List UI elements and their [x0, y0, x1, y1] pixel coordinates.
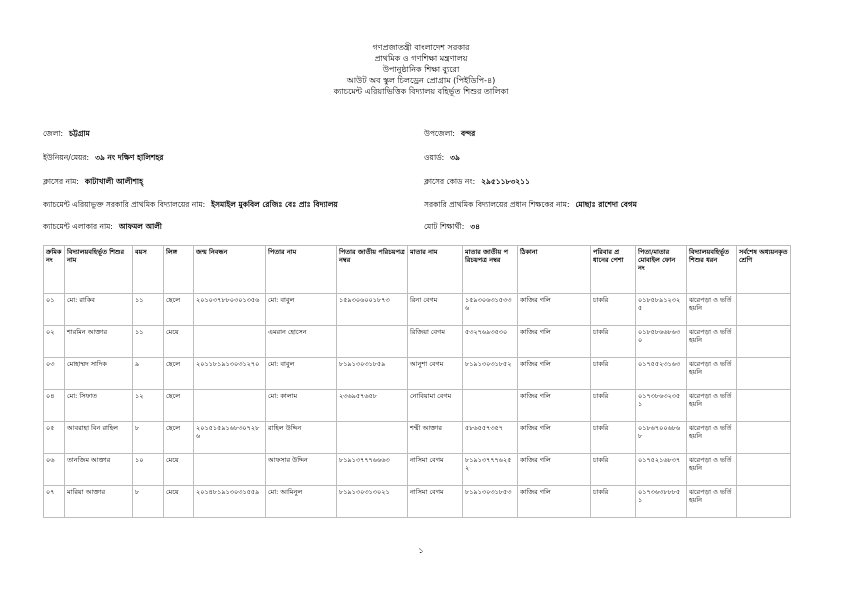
cell-mobile: ০১৭৩৮৬৩২৩৫১	[636, 390, 687, 422]
cell-mother-name: নাসিমা বেগম	[408, 486, 463, 518]
cell-age: ১২	[133, 390, 164, 422]
cell-father-nid: ১৫৯৩০৬০০১৮৭৩	[337, 294, 408, 326]
cell-occupation: চাকরি	[591, 422, 636, 454]
bureau-title: উপানুষ্ঠানিক শিক্ষা ব্যুরো	[382, 65, 460, 74]
cell-mother-nid: ৫৩২৭৬৯৩৫৩০	[463, 326, 518, 358]
cell-child-type: ঝরেপড়া ও ভর্তি হয়নি	[687, 390, 737, 422]
cell-birth-reg: ২০১৪৮১৯১৩০৩১৫৫৯	[194, 486, 266, 518]
col-header-address: ঠিকানা	[518, 246, 591, 294]
cell-address: কাজির গলি	[518, 358, 591, 390]
cell-child-type: ঝরেপড়া ও ভর্তি হয়নি	[687, 326, 737, 358]
cell-occupation: চাকরি	[591, 358, 636, 390]
cell-mobile: ০১৭৫৫২৩১৬৩	[636, 358, 687, 390]
cell-child-name: মো: সিফাত	[65, 390, 133, 422]
cell-father-name: মো: আমিনুল	[266, 486, 337, 518]
cell-address: কাজির গলি	[518, 390, 591, 422]
table-row	[44, 486, 791, 518]
col-header-gender: লিঙ্গ	[164, 246, 194, 294]
cell-address: কাজির গলি	[518, 454, 591, 486]
cell-mother-name: আনুশা বেগম	[408, 358, 463, 390]
cell-mother-name: রিজিয়া বেগম	[408, 326, 463, 358]
ministry-title: প্রাথমিক ও গণশিক্ষা মন্ত্রণালয়	[374, 54, 468, 63]
cell-mobile: ০১৭৫২১৬৮৩৭	[636, 454, 687, 486]
children-table	[43, 245, 791, 518]
cell-mother-nid: ৮১৯১৩০৩১৮৫২	[463, 358, 518, 390]
ward-field: ওয়ার্ড: ৩৯	[424, 153, 460, 162]
cell-child-type: ঝরেপড়া ও ভর্তি হয়নি	[687, 454, 737, 486]
cell-mother-name: নাসিমা বেগম	[408, 454, 463, 486]
upazila-field: উপজেলা: বন্দর	[424, 129, 476, 138]
cell-child-name: মারিয়া আক্তার	[65, 486, 133, 518]
cell-gender: মেয়ে	[164, 454, 194, 486]
table-row	[44, 358, 791, 390]
cell-father-name: রাহিল উদ্দিন	[266, 422, 337, 454]
center-code-field: ক্লাসের কোড নং: ২৯৫১১৮৩২১১	[424, 177, 530, 186]
cell-mother-nid: ৫৮৬৫৫৭৩৫৭	[463, 422, 518, 454]
cell-mother-nid	[463, 390, 518, 422]
col-header-serial: ক্রমিক নং	[44, 246, 65, 294]
cell-serial: ০৩	[44, 358, 65, 390]
cell-gender: মেয়ে	[164, 326, 194, 358]
cell-mother-name: রিনা বেগম	[408, 294, 463, 326]
cell-last-class	[737, 358, 791, 390]
cell-birth-reg	[194, 326, 266, 358]
cell-occupation: চাকরি	[591, 294, 636, 326]
cell-gender: ছেলে	[164, 358, 194, 390]
cell-father-name: আফসার উদ্দিন	[266, 454, 337, 486]
cell-age: ১১	[133, 326, 164, 358]
list-title: ক্যাচমেন্ট এরিয়াভিত্তিক বিদ্যালয় বহির্ভূত শিশুর তালিকা	[333, 87, 509, 96]
school-name-field: ক্যাচমেন্ট এরিয়াভুক্ত সরকারি প্রাথমিক বিদ্যালয়ের নাম: ইসমাইল মুকবিল রেজিঃ বেঃ প্রাঃ বিদ্যালয়	[43, 200, 338, 209]
col-header-mother-name: মাতার নাম	[408, 246, 463, 294]
cell-father-nid: ২৩৬৯৫৭৬৫৮	[337, 390, 408, 422]
cell-father-nid	[337, 422, 408, 454]
cell-age: ৮	[133, 422, 164, 454]
cell-child-type: ঝরেপড়া ও ভর্তি হয়নি	[687, 486, 737, 518]
cell-child-name: আবরাহা বিন রাহিল	[65, 422, 133, 454]
cell-father-name: এমরান হোসেন	[266, 326, 337, 358]
cell-father-name: মো: বাবুল	[266, 358, 337, 390]
cell-birth-reg: ২০১০৩৭৮৮০৩০১৩৫৬	[194, 294, 266, 326]
cell-serial: ০৪	[44, 390, 65, 422]
cell-father-nid	[337, 326, 408, 358]
cell-last-class	[737, 326, 791, 358]
cell-serial: ০৬	[44, 454, 65, 486]
cell-age: ১১	[133, 294, 164, 326]
cell-mother-nid: ৮১৯১৩০৩১৮৫৩	[463, 486, 518, 518]
col-header-child-type: বিদ্যালয়বহির্ভূত শিশুর ধরন	[687, 246, 737, 294]
district-field: জেলা: চট্টগ্রাম	[43, 129, 90, 138]
program-title: আউট অব স্কুল চিলড্রেন প্রোগ্রাম (পিইডিপি-৪)	[346, 76, 496, 85]
table-row	[44, 454, 791, 486]
cell-child-name: শারমিন আক্তার	[65, 326, 133, 358]
head-teacher-field: সরকারি প্রাথমিক বিদ্যালয়ের প্রধান শিক্ষকের নাম: মোছাঃ রাশেদা বেগম	[424, 200, 637, 209]
govt-title: গণপ্রজাতন্ত্রী বাংলাদেশ সরকার	[372, 43, 470, 52]
cell-last-class	[737, 454, 791, 486]
cell-address: কাজির গলি	[518, 486, 591, 518]
cell-mother-name: নোবিয়ামা বেগম	[408, 390, 463, 422]
col-header-child-name: বিদ্যালয়বহির্ভূত শিশুর নাম	[65, 246, 133, 294]
cell-birth-reg: ২০১৫১৫৯১৬৮৩০৭২৮৬	[194, 422, 266, 454]
cell-last-class	[737, 486, 791, 518]
cell-mobile: ০১৭৩৬৩৮৮৮৫১	[636, 486, 687, 518]
table-row	[44, 326, 791, 358]
table-row	[44, 422, 791, 454]
cell-last-class	[737, 294, 791, 326]
cell-mobile: ০১৮৬৭০০৬৮৬৮	[636, 422, 687, 454]
cell-father-name: মো: কালাম	[266, 390, 337, 422]
cell-father-nid: ৮১৯১৩০৩১৩০২১	[337, 486, 408, 518]
cell-birth-reg	[194, 454, 266, 486]
cell-occupation: চাকরি	[591, 326, 636, 358]
cell-mother-nid: ৮১৯১৩৭৭৭৬২৫২	[463, 454, 518, 486]
col-header-father-nid: পিতার জাতীয় পরিচয়পত্র নম্বর	[337, 246, 408, 294]
cell-serial: ০৭	[44, 486, 65, 518]
table-row	[44, 294, 791, 326]
cell-serial: ০২	[44, 326, 65, 358]
table-row	[44, 390, 791, 422]
cell-birth-reg: ২০১১৮১৯১৩০৩১২৭০	[194, 358, 266, 390]
cell-child-type: ঝরেপড়া ও ভর্তি হয়নি	[687, 422, 737, 454]
cell-child-type: ঝরেপড়া ও ভর্তি হয়নি	[687, 358, 737, 390]
center-name-field: ক্লাসের নাম: কাটাখালী আলীশাহ্‌	[43, 177, 144, 186]
cell-child-name: তানজিম আক্তার	[65, 454, 133, 486]
cell-age: ১০	[133, 454, 164, 486]
table-header-row	[44, 246, 791, 294]
col-header-mother-nid: মাতার জাতীয় পরিচয়পত্র নম্বর	[463, 246, 518, 294]
document-header	[0, 42, 842, 97]
cell-father-nid: ৮১৯১৩০৩১৮৫৯	[337, 358, 408, 390]
cell-occupation: চাকরি	[591, 454, 636, 486]
union-field: ইউনিয়ন/মেয়র: ৩৯ নং দক্ষিণ হালিশহর	[43, 153, 164, 162]
cell-last-class	[737, 390, 791, 422]
cell-age: ৮	[133, 486, 164, 518]
cell-child-type: ঝরেপড়া ও ভর্তি হয়নি	[687, 294, 737, 326]
cell-child-name: মোহাম্মদ সাদিক	[65, 358, 133, 390]
cell-father-name: মো: বাবুল	[266, 294, 337, 326]
cell-mother-name: শম্মী আক্তার	[408, 422, 463, 454]
col-header-occupation: পরিবার প্রধানের পেশা	[591, 246, 636, 294]
total-students-field: মোট শিক্ষার্থী: ৩৪	[424, 222, 480, 231]
cell-mobile: ০১৮৫৮৬৬৮৬৩০	[636, 326, 687, 358]
cell-occupation: চাকরি	[591, 390, 636, 422]
cell-occupation: চাকরি	[591, 486, 636, 518]
col-header-mobile: পিতা/মাতার মোবাইল ফোন নং	[636, 246, 687, 294]
cell-gender: ছেলে	[164, 390, 194, 422]
cell-address: কাজির গলি	[518, 294, 591, 326]
cell-address: কাজির গলি	[518, 326, 591, 358]
cell-address: কাজির গলি	[518, 422, 591, 454]
cell-gender: ছেলে	[164, 294, 194, 326]
page-number: ১	[418, 546, 424, 555]
cell-serial: ০৫	[44, 422, 65, 454]
cell-birth-reg	[194, 390, 266, 422]
cell-age: ৯	[133, 358, 164, 390]
cell-mother-nid: ১৫৯৩০৬৩১৫৩৩৬	[463, 294, 518, 326]
cell-father-nid: ৮১৯১৩৭৭৭৬৬৬৩	[337, 454, 408, 486]
catchment-area-field: ক্যাচমেন্ট এলাকার নাম: আফমল আলী	[43, 222, 162, 231]
cell-gender: ছেলে	[164, 422, 194, 454]
col-header-birth-reg: জন্ম নিবন্ধন	[194, 246, 266, 294]
cell-child-name: মো: রাকিব	[65, 294, 133, 326]
col-header-father-name: পিতার নাম	[266, 246, 337, 294]
cell-gender: মেয়ে	[164, 486, 194, 518]
cell-mobile: ০১৮৫৮৯১২৩২৫	[636, 294, 687, 326]
col-header-last-class: সর্বশেষ অধ্যয়নকৃত শ্রেণি	[737, 246, 791, 294]
cell-last-class	[737, 422, 791, 454]
col-header-age: বয়স	[133, 246, 164, 294]
cell-serial: ০১	[44, 294, 65, 326]
